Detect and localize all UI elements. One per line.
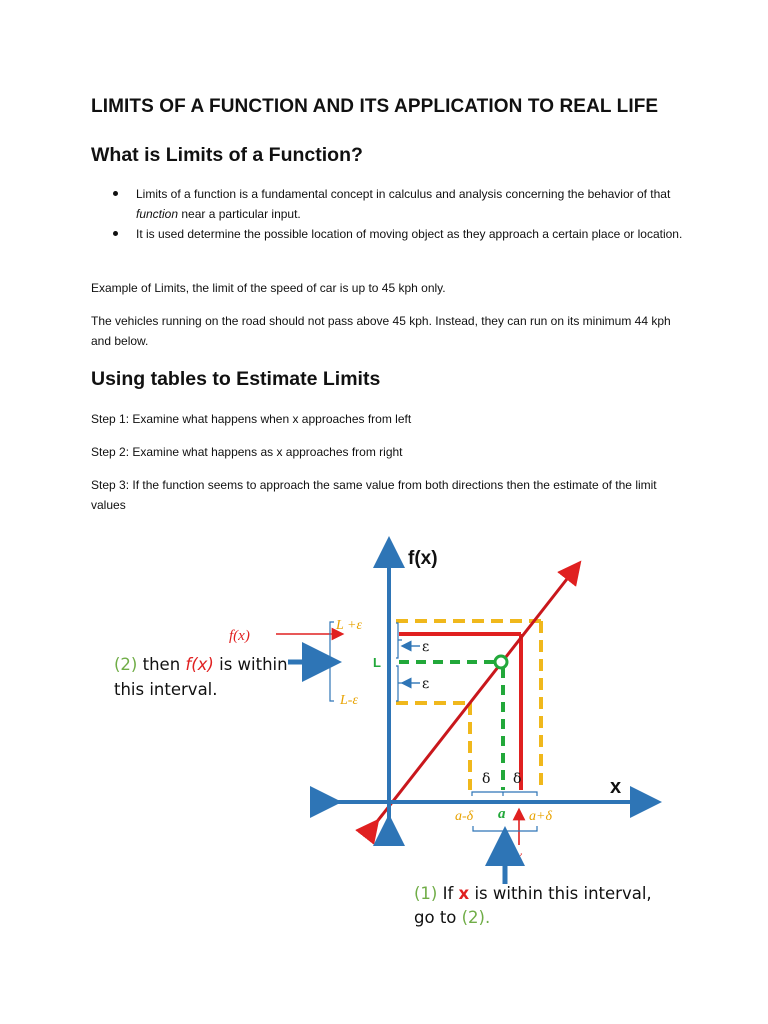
L-minus-epsilon-label: L-ε xyxy=(340,693,358,708)
caption-2-line-1 xyxy=(114,655,288,674)
step-2-text: Step 2: Examine what happens as x approaches from right xyxy=(91,445,403,459)
bullet-item-definition: Limits of a function is a fundamental concept in calculus and analysis concerning the behavior of that function near a particular input. xyxy=(91,184,691,224)
x-interval-bracket xyxy=(473,826,537,835)
caption-1-number: (1) xyxy=(414,884,438,903)
delta-brace xyxy=(472,792,537,796)
L-label: L xyxy=(373,655,381,670)
epsilon-label-top: ε xyxy=(422,639,430,655)
x-axis-label: x xyxy=(610,776,622,798)
caption-1-if: If xyxy=(437,884,459,903)
caption-2-line-2: this interval. xyxy=(114,680,218,699)
a-plus-delta-label: a+δ xyxy=(529,809,552,824)
step-3-text: Step 3: If the function seems to approach the same value from both directions then the estimate of the limit values xyxy=(91,478,657,512)
a-minus-delta-label: a-δ xyxy=(455,809,474,824)
fx-label: f(x) xyxy=(229,628,250,644)
epsilon-brace-bottom xyxy=(396,666,402,701)
epsilon-label-bottom: ε xyxy=(422,676,430,692)
caption-1-period: . xyxy=(485,908,491,927)
caption-1-x: x xyxy=(458,884,470,903)
caption-2-fx: f(x) xyxy=(185,655,214,674)
caption-1-rest: is within this interval, xyxy=(469,884,652,903)
step-1-text: Step 1: Examine what happens when x approaches from left xyxy=(91,412,412,426)
caption-2-number: (2) xyxy=(114,655,138,674)
caption-1-goto-number: (2) xyxy=(461,908,485,927)
epsilon-brace-top xyxy=(396,623,402,658)
section-heading-using-tables: Using tables to Estimate Limits xyxy=(91,368,381,390)
caption-1-goto: go to xyxy=(414,908,462,927)
caption-1-line-1 xyxy=(414,884,652,903)
a-label: a xyxy=(498,806,506,822)
y-axis-label: f(x) xyxy=(408,548,438,569)
x-marker-label: x xyxy=(516,849,523,864)
page-title: LIMITS OF A FUNCTION AND ITS APPLICATION TO REAL LIFE xyxy=(91,96,659,117)
bullet-item-usage: It is used determine the possible location of moving object as they approach a certain place or location. xyxy=(91,224,691,244)
limit-point-circle xyxy=(495,656,507,668)
delta-label-right: δ xyxy=(513,771,522,787)
section-heading-what-is-limits: What is Limits of a Function? xyxy=(91,144,363,166)
caption-2-rest: is within xyxy=(213,655,288,674)
caption-2-then: then xyxy=(137,655,186,674)
example-paragraph: Example of Limits, the limit of the speed of car is up to 45 kph only. xyxy=(91,281,446,295)
vehicles-paragraph: The vehicles running on the road should not pass above 45 kph. Instead, they can run on its minimum 44 kph and below. xyxy=(91,314,671,348)
caption-1-line-2 xyxy=(414,908,490,927)
delta-label-left: δ xyxy=(482,771,491,787)
L-plus-epsilon-label: L +ε xyxy=(336,618,362,633)
function-line xyxy=(372,570,574,828)
